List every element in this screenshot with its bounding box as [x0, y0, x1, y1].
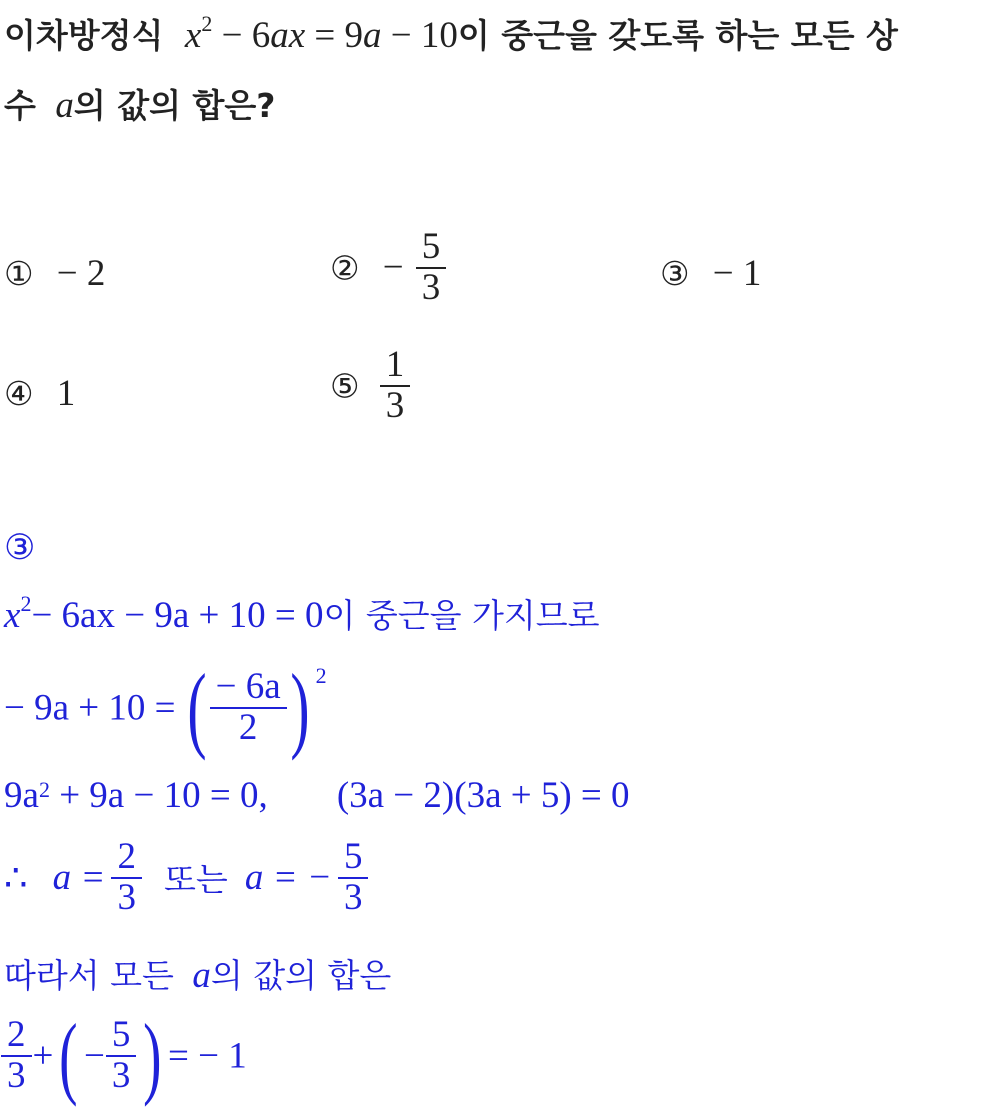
eq-x: x	[184, 15, 202, 56]
sol2-denominator: 2	[238, 707, 258, 748]
solution-line-3	[4, 774, 630, 817]
question-line2-suffix: 의 값의 합은?	[73, 86, 276, 125]
option-1[interactable]	[4, 252, 105, 295]
sol1-equation: − 6ax − 9a + 10 = 0	[31, 595, 324, 636]
option-4-number: ④	[4, 374, 34, 413]
sol6-fraction-2	[109, 1016, 134, 1096]
solution-line-2	[4, 654, 327, 761]
sol3-9a: 9a	[4, 775, 39, 816]
sol4-numerator-1: 2	[117, 836, 136, 877]
sol2-left-paren: (	[187, 654, 207, 761]
sol3-rest: + 9a − 10 = 0,	[49, 775, 268, 816]
option-2-number: ②	[330, 248, 360, 288]
sol6-minus: −	[84, 1035, 105, 1077]
sol5-suffix: 의 값의 합은	[210, 956, 392, 995]
option-5-number: ⑤	[330, 366, 360, 406]
question-prefix: 이차방정식	[4, 16, 164, 55]
sol2-exponent: 2	[315, 662, 327, 688]
solution-line-5	[4, 950, 391, 997]
sol4-fraction-2	[341, 838, 366, 918]
option-4-value: 1	[56, 373, 76, 414]
question-line2-prefix: 수	[4, 86, 36, 125]
sol4-denominator-1: 3	[117, 876, 136, 918]
option-3-value: − 1	[712, 253, 762, 294]
eq-a: a	[270, 15, 289, 56]
sol5-prefix: 따라서 모든	[4, 956, 174, 995]
sol6-left-paren: (	[59, 1005, 78, 1107]
option-5-denominator: 3	[385, 384, 405, 426]
option-4[interactable]	[4, 372, 75, 415]
sol4-a-eq: a =	[52, 857, 106, 899]
option-2-numerator: 5	[421, 226, 441, 267]
sol6-denominator-2: 3	[111, 1055, 131, 1096]
sol3-factored: (3a − 2)(3a + 5) = 0	[336, 775, 630, 816]
solution-line-4	[4, 838, 369, 918]
eq-minus-6: − 6	[212, 15, 271, 56]
question-var-a: a	[55, 85, 74, 126]
sol1-exponent: 2	[20, 591, 32, 616]
option-5-numerator: 1	[385, 344, 405, 385]
sol4-fraction-1	[114, 838, 139, 918]
sol6-plus: +	[32, 1035, 54, 1077]
question-line-1	[4, 10, 898, 57]
sol6-fraction-1	[4, 1016, 29, 1096]
sol4-denominator-2: 3	[343, 876, 363, 918]
sol6-right-paren: )	[143, 1005, 162, 1107]
option-2-denominator: 3	[421, 266, 441, 308]
option-2-sign: −	[382, 247, 404, 289]
sol1-x: x	[4, 595, 21, 636]
solution-line-1	[4, 590, 600, 637]
option-3-number: ③	[660, 254, 690, 293]
sol2-fraction	[213, 668, 284, 748]
sol1-text: 이 중근을 가지므로	[323, 596, 600, 635]
sol4-numerator-2: 5	[343, 836, 363, 877]
eq-a2: a	[363, 15, 382, 56]
answer-mark: ③	[4, 528, 36, 568]
option-1-number: ①	[4, 254, 34, 293]
sol6-denominator-1: 3	[7, 1055, 26, 1096]
option-3[interactable]	[660, 252, 761, 295]
option-5[interactable]	[330, 346, 411, 426]
sol3-exponent: 2	[38, 776, 50, 802]
option-2[interactable]	[330, 228, 447, 308]
eq-x2: x	[288, 15, 306, 56]
eq-equals-9: = 9	[305, 15, 364, 56]
sol2-numerator: − 6a	[215, 666, 281, 708]
sol4-a-eq-neg: a = −	[244, 857, 332, 899]
sol6-numerator-1: 2	[7, 1014, 26, 1056]
question-line-2	[4, 80, 275, 127]
option-5-fraction	[383, 346, 408, 426]
sol4-therefore: ∴	[4, 857, 28, 899]
option-2-fraction	[419, 228, 444, 308]
sol2-right-paren: )	[290, 654, 310, 761]
sol6-numerator-2: 5	[111, 1014, 131, 1056]
eq-minus-10: − 10	[381, 15, 458, 56]
solution-line-6	[4, 1005, 247, 1107]
sol2-left: − 9a + 10 =	[4, 687, 176, 729]
sol4-or: 또는	[164, 860, 228, 900]
eq-exponent: 2	[201, 11, 213, 36]
option-1-value: − 2	[56, 253, 106, 294]
sol5-var-a: a	[192, 955, 211, 996]
question-suffix: 이 중근을 갖도록 하는 모든 상	[457, 16, 898, 55]
sol6-result: = − 1	[168, 1035, 247, 1077]
